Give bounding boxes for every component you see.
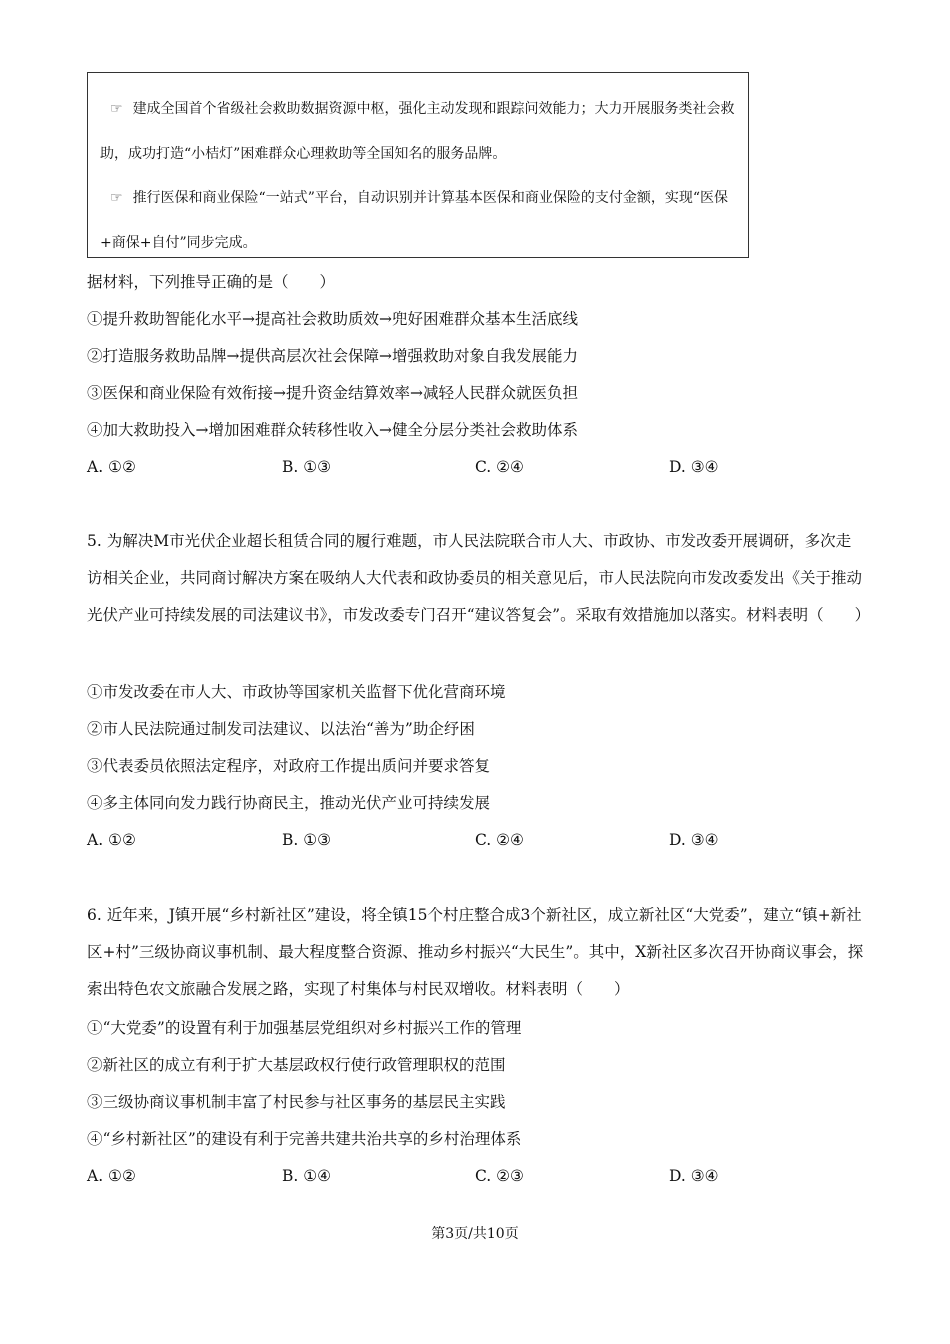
q6-stem: 6. 近年来，J镇开展“乡村新社区”建设，将全镇15个村庄整合成3个新社区，成立新社区“大党委”，建立“镇+新社区+村”三级协商议事机制、最大程度整合资源、推动乡村振兴“大民生”。其中，X新社区多次召开协商议事会，探索出特色农文旅融合发展之路，实现了村集体与村民双增收。材料表明（ ） (87, 906, 864, 998)
page-footer: 第3页/共10页 (431, 1226, 519, 1242)
q6-statement-2: ②新社区的成立有利于扩大基层政权行使行政管理职权的范围 (87, 1056, 506, 1074)
q5-option-d[interactable]: D. ③④ (669, 831, 719, 849)
q5-statement-4: ④多主体同向发力践行协商民主，推动光伏产业可持续发展 (87, 794, 491, 812)
pointing-hand-icon: ☞ (110, 101, 123, 117)
q4-stem: 据材料，下列推导正确的是（ ） (87, 273, 336, 291)
q6-option-b[interactable]: B. ①④ (282, 1167, 332, 1185)
q5-option-a[interactable]: A. ①② (87, 831, 136, 849)
q4-statement-1: ①提升救助智能化水平→提高社会救助质效→兜好困难群众基本生活底线 (87, 310, 578, 328)
q4-option-a[interactable]: A. ①② (87, 458, 136, 476)
q4-option-c[interactable]: C. ②④ (475, 458, 524, 476)
q5-statement-2: ②市人民法院通过制发司法建议、以法治“善为”助企纾困 (87, 720, 475, 738)
q5-statement-3: ③代表委员依照法定程序，对政府工作提出质问并要求答复 (87, 757, 491, 775)
q6-options (87, 1165, 807, 1187)
q4-options (87, 456, 807, 478)
q6-option-c[interactable]: C. ②③ (475, 1167, 524, 1185)
q4-option-d[interactable]: D. ③④ (669, 458, 719, 476)
q5-options (87, 829, 807, 851)
material-item-1-text: 建成全国首个省级社会救助数据资源中枢，强化主动发现和跟踪问效能力；大力开展服务类社会救助，成功打造“小桔灯”困难群众心理救助等全国知名的服务品牌。 (100, 101, 735, 162)
q6-statement-4: ④“乡村新社区”的建设有利于完善共建共治共享的乡村治理体系 (87, 1130, 522, 1148)
material-item-1 (100, 87, 736, 176)
q5-option-c[interactable]: C. ②④ (475, 831, 524, 849)
q6-statement-3: ③三级协商议事机制丰富了村民参与社区事务的基层民主实践 (87, 1093, 506, 1111)
material-item-2 (100, 176, 736, 265)
q6-option-a[interactable]: A. ①② (87, 1167, 136, 1185)
material-item-2-text: 推行医保和商业保险“一站式”平台，自动识别并计算基本医保和商业保险的支付金额，实现“医保+商保+自付”同步完成。 (100, 190, 729, 251)
q5-stem: 5. 为解决M市光伏企业超长租赁合同的履行难题，市人民法院联合市人大、市政协、市发改委开展调研，多次走访相关企业，共同商讨解决方案在吸纳人大代表和政协委员的相关意见后，市人民法院向市发改委发出《关于推动光伏产业可持续发展的司法建议书》，市发改委专门召开“建议答复会”。采取有效措施加以落实。材料表明（ ） (87, 532, 871, 624)
q6-option-d[interactable]: D. ③④ (669, 1167, 719, 1185)
q4-statement-4: ④加大救助投入→增加困难群众转移性收入→健全分层分类社会救助体系 (87, 421, 578, 439)
q6-statement-1: ①“大党委”的设置有利于加强基层党组织对乡村振兴工作的管理 (87, 1019, 522, 1037)
q4-statement-3: ③医保和商业保险有效衔接→提升资金结算效率→减轻人民群众就医负担 (87, 384, 578, 402)
material-box (87, 72, 749, 258)
q4-option-b[interactable]: B. ①③ (282, 458, 332, 476)
q5-option-b[interactable]: B. ①③ (282, 831, 332, 849)
pointing-hand-icon: ☞ (110, 190, 123, 206)
q5-statement-1: ①市发改委在市人大、市政协等国家机关监督下优化营商环境 (87, 683, 506, 701)
q4-statement-2: ②打造服务救助品牌→提供高层次社会保障→增强救助对象自我发展能力 (87, 347, 578, 365)
